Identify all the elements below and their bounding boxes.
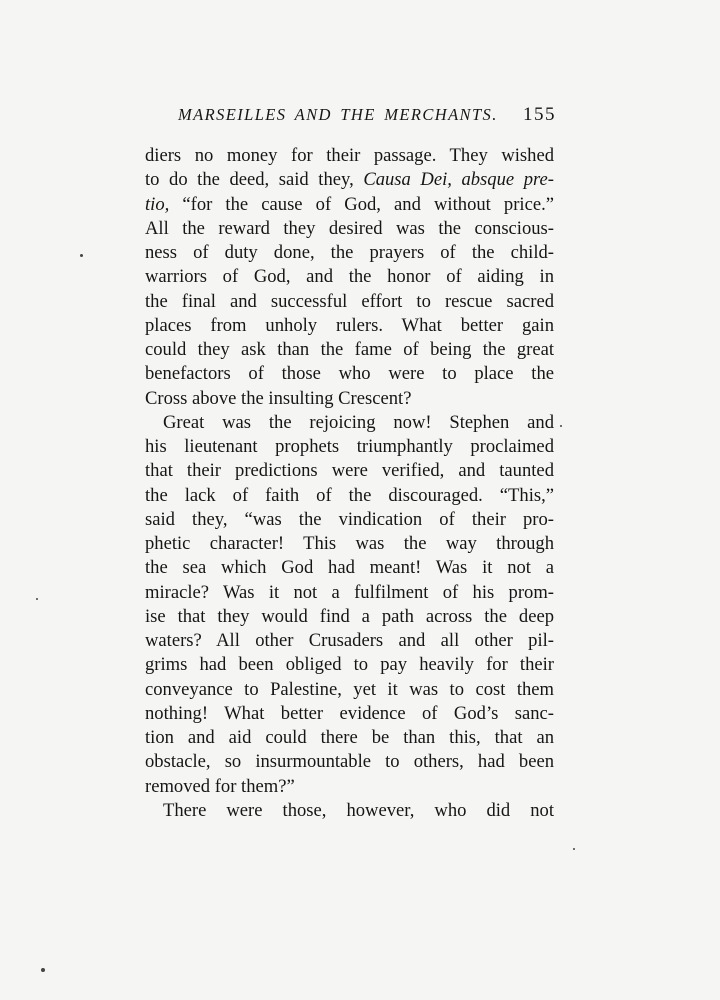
text-line xyxy=(145,678,554,702)
text-line xyxy=(145,508,554,532)
text-line xyxy=(145,775,554,799)
text-line xyxy=(145,484,554,508)
text-line xyxy=(145,702,554,726)
text-segment: his lieutenant prophets triumphantly proclaimed xyxy=(145,436,554,457)
text-segment: tion and aid could there be than this, that an xyxy=(145,727,554,748)
text-line xyxy=(145,435,554,459)
text-line xyxy=(145,556,554,580)
text-line xyxy=(145,290,554,314)
text-line xyxy=(145,338,554,362)
text-segment: grims had been obliged to pay heavily for their xyxy=(145,654,554,676)
text-segment: could they ask than the fame of being the great xyxy=(145,339,554,360)
text-segment: conveyance to Palestine, yet it was to cost them xyxy=(145,678,554,700)
text-segment: benefactors of those who were to place the xyxy=(145,363,554,385)
text-line xyxy=(145,532,554,556)
text-line xyxy=(145,726,554,750)
text-line xyxy=(145,265,554,289)
text-segment: ise that they would find a path across the deep xyxy=(145,605,554,627)
text-line xyxy=(145,217,554,241)
body-text xyxy=(145,144,554,823)
text-line xyxy=(145,750,554,774)
text-line xyxy=(145,605,554,629)
text-line xyxy=(145,629,554,653)
text-segment: waters? All other Crusaders and all other pil- xyxy=(145,630,554,651)
text-line xyxy=(145,362,554,386)
text-segment: miracle? Was it not a fulfilment of his prom- xyxy=(145,581,554,603)
text-line xyxy=(145,581,554,605)
running-head xyxy=(178,104,556,126)
text-line xyxy=(145,168,554,192)
text-segment: All the reward they desired was the conscious- xyxy=(145,217,554,239)
text-segment: Great was the rejoicing now! Stephen and xyxy=(163,411,554,433)
text-line xyxy=(145,314,554,338)
text-segment: Cross above the insulting Crescent? xyxy=(145,387,412,409)
text-line xyxy=(145,193,554,217)
text-segment: places from unholy rulers. What better gain xyxy=(145,314,554,336)
text-line xyxy=(145,144,554,168)
italic-text: Causa Dei, absque pre- xyxy=(363,169,554,191)
scan-speck xyxy=(41,968,45,972)
text-segment: ness of duty done, the prayers of the child- xyxy=(145,242,554,263)
text-segment: There were those, however, who did not xyxy=(163,799,554,821)
text-segment: said they, “was the vindication of their pro- xyxy=(145,508,554,530)
text-segment: nothing! What better evidence of God’s sanc- xyxy=(145,702,554,724)
text-segment: the final and successful effort to rescue sacred xyxy=(145,290,554,312)
text-segment: the sea which God had meant! Was it not a xyxy=(145,557,554,579)
scan-speck xyxy=(80,254,83,257)
text-segment: removed for them?” xyxy=(145,775,295,797)
running-title: MARSEILLES AND THE MERCHANTS. xyxy=(178,105,498,124)
text-segment: “for the cause of God, and without price.” xyxy=(169,193,554,215)
text-segment: that their predictions were verified, and taunted xyxy=(145,460,554,482)
text-line xyxy=(145,241,554,265)
italic-text: tio, xyxy=(145,193,170,215)
text-line xyxy=(145,387,554,411)
text-segment: obstacle, so insurmountable to others, had been xyxy=(145,751,554,773)
text-line xyxy=(145,411,554,435)
text-line xyxy=(145,799,554,823)
text-segment: warriors of God, and the honor of aiding in xyxy=(145,266,554,288)
page-number: 155 xyxy=(523,104,556,125)
text-line xyxy=(145,459,554,483)
scan-speck xyxy=(573,848,575,850)
text-segment: diers no money for their passage. They wished xyxy=(145,145,554,166)
scan-speck xyxy=(560,425,562,427)
text-segment: to do the deed, said they, xyxy=(145,169,364,191)
text-segment: the lack of faith of the discouraged. “This,” xyxy=(145,484,554,506)
text-line xyxy=(145,653,554,677)
text-segment: phetic character! This was the way through xyxy=(145,533,554,554)
scan-speck xyxy=(36,598,38,600)
